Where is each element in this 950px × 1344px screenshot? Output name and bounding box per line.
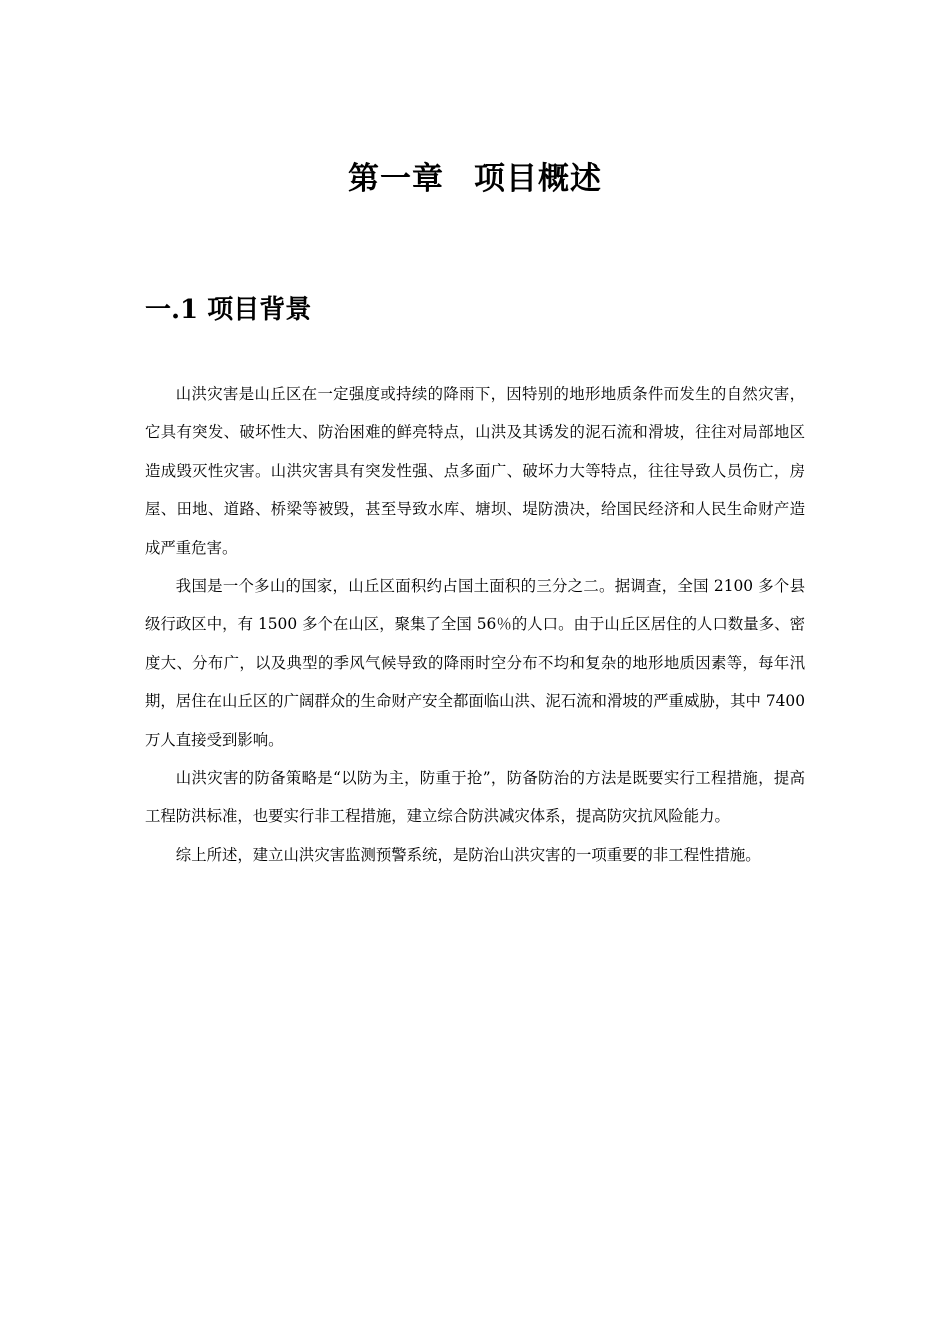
chapter-number: 第一章	[348, 161, 444, 197]
chapter-name: 项目概述	[474, 161, 602, 197]
paragraph: 山洪灾害的防备策略是“以防为主，防重于抢”，防备防治的方法是既要实行工程措施，提高工程防洪标准，也要实行非工程措施，建立综合防洪减灾体系，提高防灾抗风险能力。	[145, 769, 805, 826]
paragraph: 山洪灾害是山丘区在一定强度或持续的降雨下，因特别的地形地质条件而发生的自然灾害，它具有突发、破坏性大、防治困难的鲜亮特点，山洪及其诱发的泥石流和滑坡，往往对局部地区造成毁灭性灾害。山洪灾害具有突发性强、点多面广、破坏力大等特点，往往导致人员伤亡，房屋、田地、道路、桥梁等被毁，甚至导致水库、塘坝、堤防溃决，给国民经济和人民生命财产造成严重危害。	[145, 385, 805, 557]
section-title: 一.1 项目背景	[145, 295, 312, 325]
paragraph: 我国是一个多山的国家，山丘区面积约占国土面积的三分之二。据调查，全国 2100 多个县级行政区中，有 1500 多个在山区，聚集了全国 56％的人口。由于山丘区居住的人口数量多、密度大、分布广，以及典型的季风气候导致的降雨时空分布不均和复杂的地形地质因素等，每年汛期，居住在山丘区的广阔群众的生命财产安全都面临山洪、泥石流和滑坡的严重威胁，其中 7400 万人直接受到影响。	[145, 577, 805, 749]
body-text	[145, 375, 805, 874]
paragraph: 综上所述，建立山洪灾害监测预警系统，是防治山洪灾害的一项重要的非工程性措施。	[175, 845, 761, 864]
chapter-title	[0, 156, 950, 202]
